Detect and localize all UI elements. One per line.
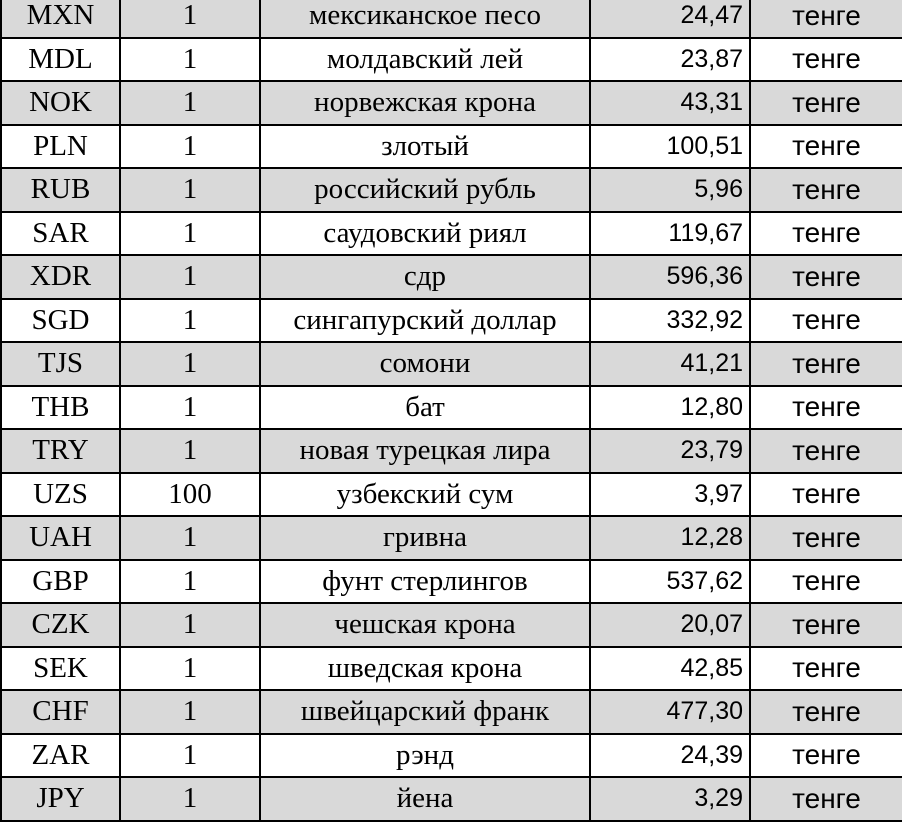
- table-row: [1, 734, 902, 778]
- currency-name-cell: сдр: [260, 255, 590, 299]
- currency-code-cell: THB: [1, 386, 120, 430]
- currency-name-cell: йена: [260, 777, 590, 821]
- rate-cell: 332,92: [590, 299, 750, 343]
- currency-code-cell: UAH: [1, 516, 120, 560]
- table-row: [1, 342, 902, 386]
- table-row: [1, 647, 902, 691]
- unit-cell: тенге: [750, 342, 902, 386]
- unit-cell: тенге: [750, 734, 902, 778]
- currency-name-cell: рэнд: [260, 734, 590, 778]
- currency-code-cell: SAR: [1, 212, 120, 256]
- unit-cell: тенге: [750, 603, 902, 647]
- table-row: [1, 560, 902, 604]
- table-row: [1, 168, 902, 212]
- nominal-cell: 1: [120, 603, 260, 647]
- unit-cell: тенге: [750, 299, 902, 343]
- nominal-cell: 100: [120, 473, 260, 517]
- currency-code-cell: MXN: [1, 0, 120, 38]
- currency-name-cell: фунт стерлингов: [260, 560, 590, 604]
- currency-name-cell: гривна: [260, 516, 590, 560]
- table-row: [1, 429, 902, 473]
- nominal-cell: 1: [120, 516, 260, 560]
- currency-code-cell: GBP: [1, 560, 120, 604]
- currency-code-cell: CHF: [1, 690, 120, 734]
- rate-cell: 12,80: [590, 386, 750, 430]
- nominal-cell: 1: [120, 255, 260, 299]
- nominal-cell: 1: [120, 386, 260, 430]
- nominal-cell: 1: [120, 168, 260, 212]
- rate-cell: 42,85: [590, 647, 750, 691]
- table-row: [1, 38, 902, 82]
- unit-cell: тенге: [750, 255, 902, 299]
- currency-name-cell: российский рубль: [260, 168, 590, 212]
- unit-cell: тенге: [750, 647, 902, 691]
- currency-name-cell: чешская крона: [260, 603, 590, 647]
- rate-cell: 24,47: [590, 0, 750, 38]
- nominal-cell: 1: [120, 690, 260, 734]
- rate-cell: 12,28: [590, 516, 750, 560]
- table-row: [1, 125, 902, 169]
- nominal-cell: 1: [120, 212, 260, 256]
- rate-cell: 41,21: [590, 342, 750, 386]
- currency-code-cell: CZK: [1, 603, 120, 647]
- nominal-cell: 1: [120, 429, 260, 473]
- currency-name-cell: злотый: [260, 125, 590, 169]
- currency-name-cell: узбекский сум: [260, 473, 590, 517]
- nominal-cell: 1: [120, 734, 260, 778]
- table-row: [1, 690, 902, 734]
- rate-cell: 537,62: [590, 560, 750, 604]
- unit-cell: тенге: [750, 516, 902, 560]
- unit-cell: тенге: [750, 429, 902, 473]
- unit-cell: тенге: [750, 38, 902, 82]
- table-row: [1, 212, 902, 256]
- currency-name-cell: мексиканское песо: [260, 0, 590, 38]
- currency-name-cell: швейцарский франк: [260, 690, 590, 734]
- rate-cell: 119,67: [590, 212, 750, 256]
- rate-cell: 23,87: [590, 38, 750, 82]
- nominal-cell: 1: [120, 560, 260, 604]
- unit-cell: тенге: [750, 81, 902, 125]
- currency-code-cell: SEK: [1, 647, 120, 691]
- table-row: [1, 0, 902, 38]
- unit-cell: тенге: [750, 212, 902, 256]
- rate-cell: 596,36: [590, 255, 750, 299]
- currency-code-cell: XDR: [1, 255, 120, 299]
- unit-cell: тенге: [750, 777, 902, 821]
- currency-code-cell: ZAR: [1, 734, 120, 778]
- table-row: [1, 255, 902, 299]
- rate-cell: 3,29: [590, 777, 750, 821]
- rate-cell: 43,31: [590, 81, 750, 125]
- currency-name-cell: молдавский лей: [260, 38, 590, 82]
- rate-cell: 3,97: [590, 473, 750, 517]
- rate-cell: 5,96: [590, 168, 750, 212]
- currency-name-cell: сомони: [260, 342, 590, 386]
- currency-name-cell: сингапурский доллар: [260, 299, 590, 343]
- nominal-cell: 1: [120, 342, 260, 386]
- nominal-cell: 1: [120, 0, 260, 38]
- table-row: [1, 777, 902, 821]
- currency-name-cell: новая турецкая лира: [260, 429, 590, 473]
- table-row: [1, 386, 902, 430]
- nominal-cell: 1: [120, 81, 260, 125]
- rate-cell: 100,51: [590, 125, 750, 169]
- rate-cell: 24,39: [590, 734, 750, 778]
- currency-code-cell: MDL: [1, 38, 120, 82]
- table-row: [1, 299, 902, 343]
- table-row: [1, 473, 902, 517]
- currency-code-cell: NOK: [1, 81, 120, 125]
- currency-code-cell: TJS: [1, 342, 120, 386]
- unit-cell: тенге: [750, 0, 902, 38]
- unit-cell: тенге: [750, 386, 902, 430]
- currency-name-cell: саудовский риял: [260, 212, 590, 256]
- rate-cell: 20,07: [590, 603, 750, 647]
- unit-cell: тенге: [750, 125, 902, 169]
- nominal-cell: 1: [120, 647, 260, 691]
- rate-cell: 23,79: [590, 429, 750, 473]
- rate-cell: 477,30: [590, 690, 750, 734]
- currency-code-cell: UZS: [1, 473, 120, 517]
- nominal-cell: 1: [120, 777, 260, 821]
- currency-code-cell: JPY: [1, 777, 120, 821]
- currency-code-cell: TRY: [1, 429, 120, 473]
- currency-name-cell: шведская крона: [260, 647, 590, 691]
- unit-cell: тенге: [750, 168, 902, 212]
- table-row: [1, 603, 902, 647]
- exchange-rates-table-body: [1, 0, 902, 821]
- nominal-cell: 1: [120, 299, 260, 343]
- currency-code-cell: SGD: [1, 299, 120, 343]
- nominal-cell: 1: [120, 38, 260, 82]
- nominal-cell: 1: [120, 125, 260, 169]
- unit-cell: тенге: [750, 690, 902, 734]
- table-row: [1, 81, 902, 125]
- currency-name-cell: норвежская крона: [260, 81, 590, 125]
- unit-cell: тенге: [750, 560, 902, 604]
- currency-name-cell: бат: [260, 386, 590, 430]
- currency-code-cell: PLN: [1, 125, 120, 169]
- currency-code-cell: RUB: [1, 168, 120, 212]
- table-row: [1, 516, 902, 560]
- unit-cell: тенге: [750, 473, 902, 517]
